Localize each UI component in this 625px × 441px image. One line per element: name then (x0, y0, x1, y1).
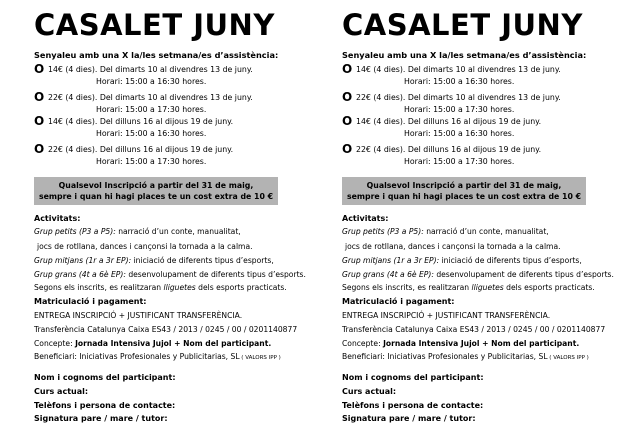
payment-concept: Concepte: Jornada Intensiva Jujol + Nom del participant. (342, 339, 580, 348)
late-registration-notice: Qualsevol Inscripció a partir del 31 de maig, sempre i quan hi hagi places te un cost extra de 10 € (34, 177, 278, 205)
option-text: 14€ (4 dies). Del dimarts 10 al divendres 13 de juny. (356, 65, 561, 74)
payment-heading: Matriculació i pagament: (34, 297, 147, 306)
activity-mid-group: Grup mitjans (1r a 3r EP): iniciació de diferents tipus d’esports, (34, 256, 274, 265)
activity-note: Segons els inscrits, es realitzaran lliguetes dels esports practicats. (342, 283, 595, 292)
option-text: 14€ (4 dies). Del dilluns 16 al dijous 19 de juny. (356, 117, 542, 126)
flyer-right (342, 0, 625, 441)
activities-heading: Activitats: (34, 214, 81, 223)
option-text: 22€ (4 dies). Del dilluns 16 al dijous 19 de juny. (48, 145, 234, 154)
payment-beneficiary: Beneficiari: Iniciativas Profesionales y Publicitarias, SL ( VALORS IPP ) (342, 352, 589, 361)
activity-small-group-cont: jocs de rotllana, dances i cançonsi la tornada a la calma. (345, 242, 561, 251)
week-option[interactable] (342, 114, 625, 147)
week-option[interactable] (34, 114, 326, 147)
field-participant-name: Nom i cognoms del participant: (34, 373, 176, 382)
activity-mid-group: Grup mitjans (1r a 3r EP): iniciació de diferents tipus d’esports, (342, 256, 582, 265)
checkbox-circle[interactable]: O (342, 62, 353, 76)
checkbox-circle[interactable]: O (342, 90, 353, 104)
payment-heading: Matriculació i pagament: (342, 297, 455, 306)
activity-big-group: Grup grans (4t a 6è EP): desenvolupament de diferents tipus d’esports. (342, 270, 614, 279)
activity-big-group: Grup grans (4t a 6è EP): desenvolupament de diferents tipus d’esports. (34, 270, 306, 279)
option-text: 22€ (4 dies). Del dilluns 16 al dijous 19 de juny. (356, 145, 542, 154)
checkbox-circle[interactable]: O (342, 142, 353, 156)
option-hours: Horari: 15:00 a 17:30 hores. (96, 157, 207, 166)
payment-concept: Concepte: Jornada Intensiva Jujol + Nom del participant. (34, 339, 272, 348)
payment-beneficiary: Beneficiari: Iniciativas Profesionales y Publicitarias, SL ( VALORS IPP ) (34, 352, 281, 361)
week-option[interactable] (342, 62, 625, 95)
payment-account: Transferència Catalunya Caixa ES43 / 2013 / 0245 / 00 / 0201140877 (34, 325, 298, 334)
field-guardian-signature: Signatura pare / mare / tutor: (34, 414, 168, 423)
attendance-instructions: Senyaleu amb una X la/les setmana/es d’assistència: (34, 50, 279, 60)
option-text: 22€ (4 dies). Del dimarts 10 al divendres 13 de juny. (48, 93, 253, 102)
option-hours: Horari: 15:00 a 17:30 hores. (96, 105, 207, 114)
payment-delivery: ENTREGA INSCRIPCIÓ + JUSTIFICANT TRANSFERÈNCIA. (34, 311, 243, 320)
field-contact-phones: Telèfons i persona de contacte: (34, 401, 176, 410)
late-registration-notice: Qualsevol Inscripció a partir del 31 de maig, sempre i quan hi hagi places te un cost extra de 10 € (342, 177, 586, 205)
field-guardian-signature: Signatura pare / mare / tutor: (342, 414, 476, 423)
activity-note: Segons els inscrits, es realitzaran lliguetes dels esports practicats. (34, 283, 287, 292)
week-option[interactable] (342, 142, 625, 175)
checkbox-circle[interactable]: O (34, 114, 45, 128)
checkbox-circle[interactable]: O (342, 114, 353, 128)
field-participant-name: Nom i cognoms del participant: (342, 373, 484, 382)
option-text: 22€ (4 dies). Del dimarts 10 al divendres 13 de juny. (356, 93, 561, 102)
activity-small-group: Grup petits (P3 a P5): narració d’un conte, manualitat, (34, 227, 241, 236)
option-text: 14€ (4 dies). Del dimarts 10 al divendres 13 de juny. (48, 65, 253, 74)
checkbox-circle[interactable]: O (34, 62, 45, 76)
activity-small-group-cont: jocs de rotllana, dances i cançonsi la tornada a la calma. (37, 242, 253, 251)
week-option[interactable] (34, 62, 326, 95)
checkbox-circle[interactable]: O (34, 142, 45, 156)
attendance-instructions: Senyaleu amb una X la/les setmana/es d’assistència: (342, 50, 587, 60)
option-hours: Horari: 15:00 a 16:30 hores. (96, 77, 207, 86)
option-hours: Horari: 15:00 a 17:30 hores. (404, 157, 515, 166)
checkbox-circle[interactable]: O (34, 90, 45, 104)
option-hours: Horari: 15:00 a 16:30 hores. (96, 129, 207, 138)
option-hours: Horari: 15:00 a 16:30 hores. (404, 129, 515, 138)
field-current-course: Curs actual: (34, 387, 89, 396)
field-current-course: Curs actual: (342, 387, 397, 396)
flyer-left (34, 0, 326, 441)
option-text: 14€ (4 dies). Del dilluns 16 al dijous 19 de juny. (48, 117, 234, 126)
payment-account: Transferència Catalunya Caixa ES43 / 2013 / 0245 / 00 / 0201140877 (342, 325, 606, 334)
field-contact-phones: Telèfons i persona de contacte: (342, 401, 484, 410)
flyer-title: CASALET JUNY (34, 8, 275, 42)
activities-heading: Activitats: (342, 214, 389, 223)
option-hours: Horari: 15:00 a 17:30 hores. (404, 105, 515, 114)
option-hours: Horari: 15:00 a 16:30 hores. (404, 77, 515, 86)
payment-delivery: ENTREGA INSCRIPCIÓ + JUSTIFICANT TRANSFERÈNCIA. (342, 311, 551, 320)
flyer-title: CASALET JUNY (342, 8, 583, 42)
activity-small-group: Grup petits (P3 a P5): narració d’un conte, manualitat, (342, 227, 549, 236)
week-option[interactable] (34, 142, 326, 175)
